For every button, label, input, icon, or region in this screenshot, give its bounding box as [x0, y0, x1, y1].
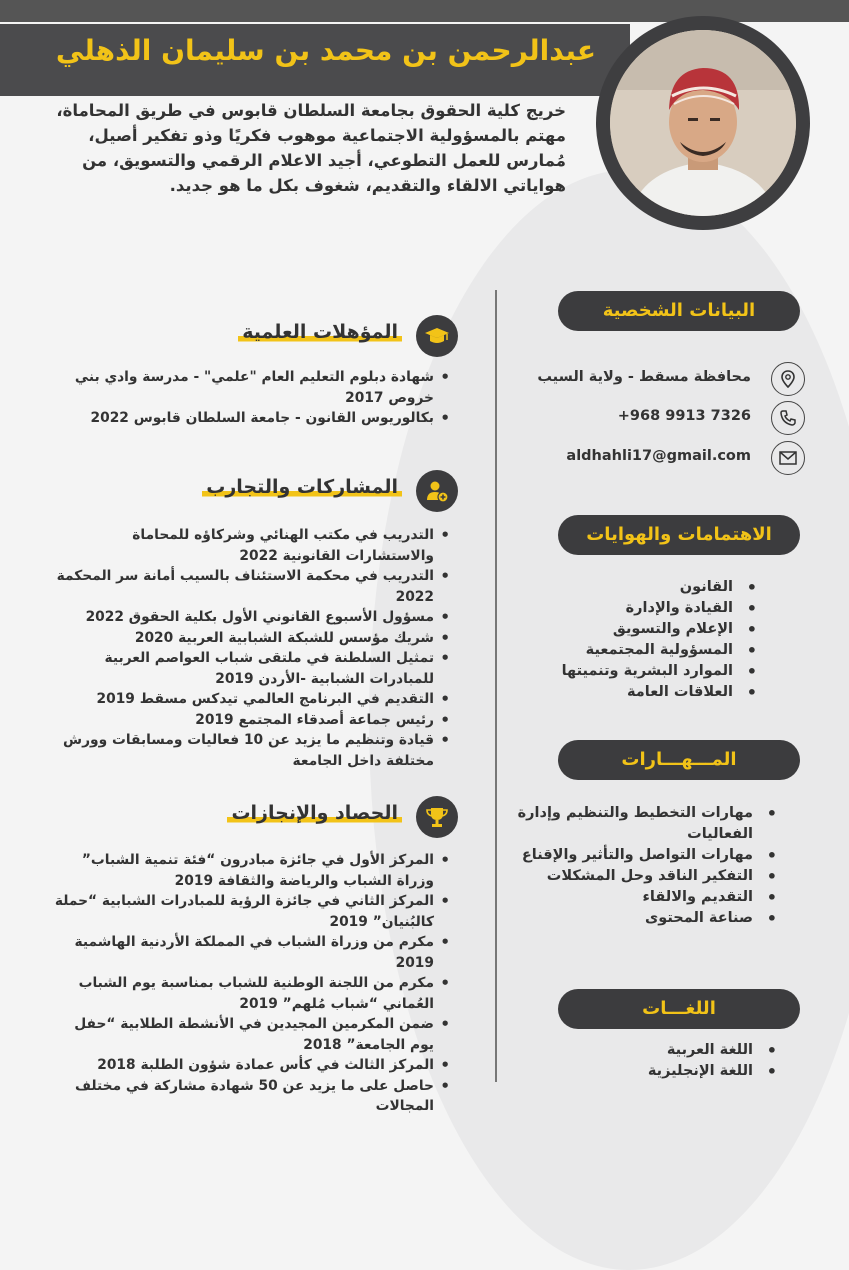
list-item: • شريك مؤسس للشبكة الشبابية العربية 2020 — [50, 628, 450, 649]
email-row — [520, 441, 805, 477]
list-item: • مهارات التخطيط والتنظيم وإدارة الفعاليات — [517, 803, 777, 845]
profile-photo — [610, 30, 796, 216]
list-item: • مكرم من وزراة الشباب في المملكة الأردنية الهاشمية 2019 — [50, 932, 450, 973]
location-text: محافظة مسقط - ولاية السيب — [537, 369, 751, 385]
list-item: • الموارد البشرية وتنميتها — [517, 661, 757, 682]
list-item: • العلاقات العامة — [517, 682, 757, 703]
list-item: • ضمن المكرمين المجيدين في الأنشطة الطلابية “حفل يوم الجامعة” 2018 — [50, 1014, 450, 1055]
skills-list — [517, 803, 777, 929]
phone-text[interactable]: +968 9913 7326 — [617, 408, 751, 424]
skills-header: المـــهـــارات — [558, 740, 800, 780]
personal-info-header: البيانات الشخصية — [558, 291, 800, 331]
list-item: • القيادة والإدارة — [517, 598, 757, 619]
list-item: • المركز الأول في جائزة مبادرون “فئة تنمية الشباب” وزراة الشباب والرياضة والثقافة 2019 — [50, 850, 450, 891]
list-item: • مكرم من اللجنة الوطنية للشباب بمناسبة يوم الشباب العُماني “شباب مُلهم” 2019 — [50, 973, 450, 1014]
person-portrait-icon — [610, 30, 796, 216]
education-list — [50, 367, 450, 429]
section-title: المشاركات والتجارب — [202, 476, 402, 500]
list-item: • اللغة الإنجليزية — [537, 1061, 777, 1082]
list-item: • مسؤول الأسبوع القانوني الأول بكلية الحقوق 2022 — [50, 607, 450, 628]
list-item: • حاصل على ما يزيد عن 50 شهادة مشاركة في مختلف المجالات — [50, 1076, 450, 1117]
intro-paragraph: خريج كلية الحقوق بجامعة السلطان قابوس في طريق المحاماة، مهتم بالمسؤولية الاجتماعية موهوب فكريًا وذو تفكير أصيل، مُمارس للعمل التطوعي، أجيد الاعلام الرقمي والتسويق، من هواياتي الالقاء والتقديم، شغوف بكل ما هو جديد. — [56, 101, 566, 195]
trophy-icon — [416, 796, 458, 838]
achievements-list — [50, 850, 450, 1117]
location-pin-icon — [771, 362, 805, 396]
list-item: • قيادة وتنظيم ما يزيد عن 10 فعاليات ومسابقات وورش مختلفة داخل الجامعة — [50, 730, 450, 771]
list-item: • بكالوريوس القانون - جامعة السلطان قابوس 2022 — [50, 408, 450, 429]
phone-icon — [771, 401, 805, 435]
achievements-heading — [200, 796, 458, 836]
list-item: • تمثيل السلطنة في ملتقى شباب العواصم العربية للمبادرات الشبابية -الأردن 2019 — [50, 648, 450, 689]
interests-list — [517, 577, 757, 703]
list-item: • شهادة دبلوم التعليم العام "علمي" - مدرسة وادي بني خروص 2017 — [50, 367, 450, 408]
education-heading — [220, 315, 458, 355]
experience-heading — [200, 470, 458, 510]
list-item: • رئيس جماعة أصدقاء المجتمع 2019 — [50, 710, 450, 731]
email-text[interactable]: aldhahli17@gmail.com — [566, 448, 751, 464]
graduation-cap-icon — [416, 315, 458, 357]
list-item: • الإعلام والتسويق — [517, 619, 757, 640]
interests-header: الاهتمامات والهوايات — [558, 515, 800, 555]
list-item: • التفكير الناقد وحل المشكلات — [517, 866, 777, 887]
list-item: • اللغة العربية — [537, 1040, 777, 1061]
list-item: • المسؤولية المجتمعية — [517, 640, 757, 661]
column-divider — [495, 290, 497, 1082]
languages-list — [537, 1040, 777, 1082]
languages-header: اللغـــات — [558, 989, 800, 1029]
add-user-icon — [416, 470, 458, 512]
list-item: • مهارات التواصل والتأثير والإقناع — [517, 845, 777, 866]
list-item: • المركز الثالث في كأس عمادة شؤون الطلبة 2018 — [50, 1055, 450, 1076]
list-item: • التقديم والالقاء — [517, 887, 777, 908]
section-title: المؤهلات العلمية — [238, 321, 402, 345]
email-icon — [771, 441, 805, 475]
list-item: • التدريب في مكتب الهنائي وشركاؤه للمحاماة والاستشارات القانونية 2022 — [50, 525, 450, 566]
list-item: • صناعة المحتوى — [517, 908, 777, 929]
list-item: • التقديم في البرنامج العالمي تيدكس مسقط 2019 — [50, 689, 450, 710]
section-title: الحصاد والإنجازات — [227, 802, 402, 826]
list-item: • التدريب في محكمة الاستئناف بالسيب أمانة سر المحكمة 2022 — [50, 566, 450, 607]
location-row — [520, 362, 805, 398]
full-name: عبدالرحمن بن محمد بن سليمان الذهلي — [55, 34, 596, 67]
list-item: • القانون — [517, 577, 757, 598]
experience-list — [50, 525, 450, 771]
list-item: • المركز الثاني في جائزة الرؤية للمبادرات الشبابية “حملة كالبُنيان” 2019 — [50, 891, 450, 932]
phone-row — [520, 401, 805, 437]
